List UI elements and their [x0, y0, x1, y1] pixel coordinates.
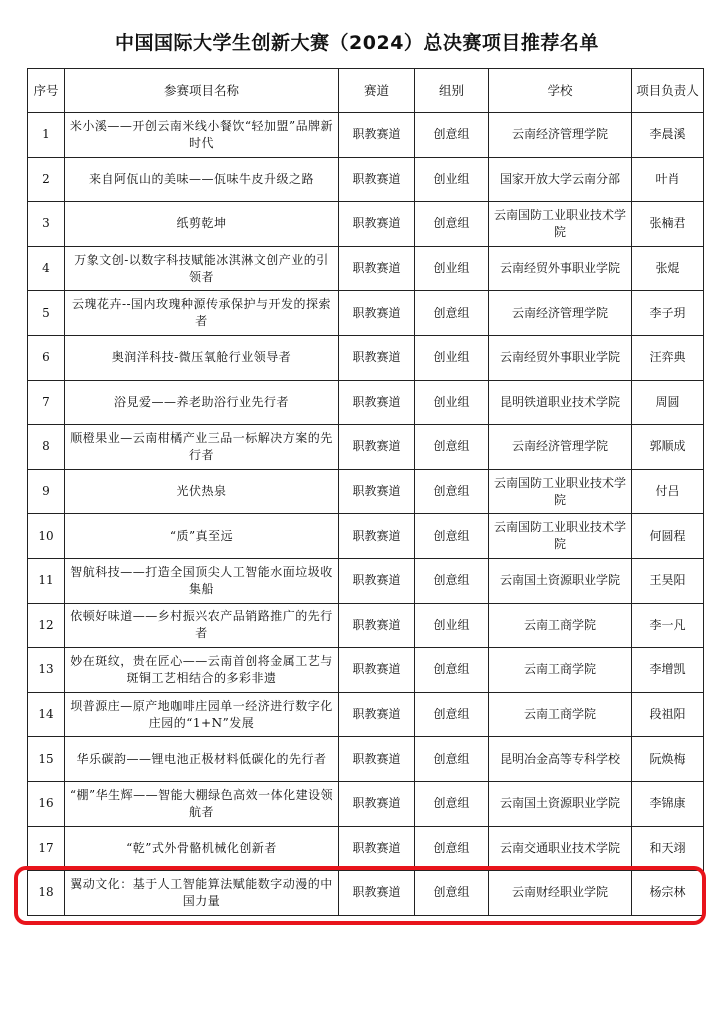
cell-leader: 杨宗林 [632, 871, 704, 916]
cell-leader: 王昊阳 [632, 558, 704, 603]
table-row [28, 291, 704, 336]
cell-group: 创意组 [415, 781, 489, 826]
cell-leader: 李晨溪 [632, 113, 704, 158]
cell-no: 2 [28, 157, 65, 202]
cell-group: 创意组 [415, 514, 489, 559]
table-row [28, 558, 704, 603]
cell-group: 创意组 [415, 871, 489, 916]
cell-no: 12 [28, 603, 65, 648]
cell-project: 来自阿佤山的美味——佤味牛皮升级之路 [65, 157, 339, 202]
table-row [28, 380, 704, 425]
cell-school: 云南经贸外事职业学院 [489, 246, 632, 291]
cell-no: 3 [28, 202, 65, 247]
cell-no: 1 [28, 113, 65, 158]
cell-no: 17 [28, 826, 65, 871]
cell-school: 云南国土资源职业学院 [489, 781, 632, 826]
table-row [28, 648, 704, 693]
table-row [28, 425, 704, 470]
cell-track: 职教赛道 [339, 737, 415, 782]
cell-track: 职教赛道 [339, 202, 415, 247]
cell-school: 国家开放大学云南分部 [489, 157, 632, 202]
header-group: 组别 [415, 69, 489, 113]
cell-no: 11 [28, 558, 65, 603]
cell-track: 职教赛道 [339, 603, 415, 648]
cell-school: 云南国防工业职业技术学院 [489, 514, 632, 559]
cell-no: 13 [28, 648, 65, 693]
cell-track: 职教赛道 [339, 648, 415, 693]
cell-school: 云南国防工业职业技术学院 [489, 469, 632, 514]
cell-leader: 李增凯 [632, 648, 704, 693]
cell-group: 创意组 [415, 558, 489, 603]
cell-school: 昆明铁道职业技术学院 [489, 380, 632, 425]
cell-no: 6 [28, 335, 65, 380]
cell-track: 职教赛道 [339, 113, 415, 158]
cell-no: 15 [28, 737, 65, 782]
cell-leader: 李子玥 [632, 291, 704, 336]
cell-track: 职教赛道 [339, 826, 415, 871]
cell-leader: 李锦康 [632, 781, 704, 826]
cell-no: 8 [28, 425, 65, 470]
cell-group: 创意组 [415, 648, 489, 693]
header-no: 序号 [28, 69, 65, 113]
table-row [28, 514, 704, 559]
cell-track: 职教赛道 [339, 514, 415, 559]
header-track: 赛道 [339, 69, 415, 113]
cell-group: 创意组 [415, 202, 489, 247]
cell-project: 万象文创-以数字科技赋能冰淇淋文创产业的引领者 [65, 246, 339, 291]
cell-project: 浴見爱——养老助浴行业先行者 [65, 380, 339, 425]
cell-group: 创业组 [415, 380, 489, 425]
cell-project: 翼动文化：基于人工智能算法赋能数字动漫的中国力量 [65, 871, 339, 916]
cell-track: 职教赛道 [339, 425, 415, 470]
table-row [28, 603, 704, 648]
cell-school: 云南经济管理学院 [489, 425, 632, 470]
table-row [28, 113, 704, 158]
cell-group: 创意组 [415, 826, 489, 871]
cell-no: 5 [28, 291, 65, 336]
cell-school: 云南经贸外事职业学院 [489, 335, 632, 380]
cell-leader: 叶肖 [632, 157, 704, 202]
cell-project: 智航科技——打造全国顶尖人工智能水面垃圾收集船 [65, 558, 339, 603]
cell-project: 奥润洋科技-微压氧舱行业领导者 [65, 335, 339, 380]
cell-school: 云南工商学院 [489, 692, 632, 737]
cell-leader: 李一凡 [632, 603, 704, 648]
cell-leader: 付吕 [632, 469, 704, 514]
cell-track: 职教赛道 [339, 469, 415, 514]
cell-project: 妙在斑纹，贵在匠心——云南首创将金属工艺与斑铜工艺相结合的多彩非遗 [65, 648, 339, 693]
cell-no: 14 [28, 692, 65, 737]
cell-track: 职教赛道 [339, 871, 415, 916]
cell-leader: 阮焕梅 [632, 737, 704, 782]
table-row [28, 335, 704, 380]
cell-school: 云南交通职业技术学院 [489, 826, 632, 871]
cell-leader: 何圆程 [632, 514, 704, 559]
cell-track: 职教赛道 [339, 335, 415, 380]
cell-no: 7 [28, 380, 65, 425]
highlight-box [14, 866, 706, 925]
cell-no: 9 [28, 469, 65, 514]
cell-group: 创业组 [415, 603, 489, 648]
cell-group: 创业组 [415, 157, 489, 202]
cell-school: 云南工商学院 [489, 648, 632, 693]
cell-school: 云南经济管理学院 [489, 291, 632, 336]
cell-group: 创业组 [415, 246, 489, 291]
cell-school: 云南国防工业职业技术学院 [489, 202, 632, 247]
cell-no: 16 [28, 781, 65, 826]
cell-school: 云南经济管理学院 [489, 113, 632, 158]
cell-track: 职教赛道 [339, 781, 415, 826]
cell-track: 职教赛道 [339, 558, 415, 603]
cell-project: 纸剪乾坤 [65, 202, 339, 247]
cell-group: 创意组 [415, 469, 489, 514]
recommendation-table [27, 68, 704, 916]
table-row [28, 246, 704, 291]
header-school: 学校 [489, 69, 632, 113]
cell-track: 职教赛道 [339, 246, 415, 291]
cell-school: 云南财经职业学院 [489, 871, 632, 916]
cell-group: 创意组 [415, 692, 489, 737]
page-title: 中国国际大学生创新大赛（2024）总决赛项目推荐名单 [115, 32, 599, 54]
cell-project: “质”真至远 [65, 514, 339, 559]
header-leader: 项目负责人 [632, 69, 704, 113]
table-row [28, 469, 704, 514]
table-row [28, 202, 704, 247]
cell-project: 坝普源庄—原产地咖啡庄园单一经济进行数字化庄园的“1+N”发展 [65, 692, 339, 737]
cell-no: 10 [28, 514, 65, 559]
cell-leader: 周圆 [632, 380, 704, 425]
cell-track: 职教赛道 [339, 157, 415, 202]
header-project: 参赛项目名称 [65, 69, 339, 113]
cell-project: 光伏热泉 [65, 469, 339, 514]
cell-leader: 郭顺成 [632, 425, 704, 470]
cell-track: 职教赛道 [339, 380, 415, 425]
cell-group: 创意组 [415, 425, 489, 470]
cell-group: 创意组 [415, 737, 489, 782]
table-row [28, 826, 704, 871]
cell-project: 华乐碳韵——锂电池正极材料低碳化的先行者 [65, 737, 339, 782]
cell-school: 昆明冶金高等专科学校 [489, 737, 632, 782]
cell-project: 依顿好味道——乡村振兴农产品销路推广的先行者 [65, 603, 339, 648]
cell-track: 职教赛道 [339, 692, 415, 737]
cell-no: 4 [28, 246, 65, 291]
cell-group: 创业组 [415, 335, 489, 380]
cell-no: 18 [28, 871, 65, 916]
table-header-row [28, 69, 704, 113]
cell-project: 米小溪——开创云南米线小餐饮“轻加盟”品牌新时代 [65, 113, 339, 158]
table-row [28, 157, 704, 202]
cell-track: 职教赛道 [339, 291, 415, 336]
table-row [28, 781, 704, 826]
cell-leader: 和天翊 [632, 826, 704, 871]
cell-project: “棚”华生辉——智能大棚绿色高效一体化建设领航者 [65, 781, 339, 826]
cell-leader: 张楠君 [632, 202, 704, 247]
cell-leader: 段祖阳 [632, 692, 704, 737]
cell-group: 创意组 [415, 291, 489, 336]
table-row [28, 692, 704, 737]
table-row [28, 737, 704, 782]
cell-leader: 张焜 [632, 246, 704, 291]
cell-project: 云瑰花卉--国内玫瑰种源传承保护与开发的探索者 [65, 291, 339, 336]
cell-project: “乾”式外骨骼机械化创新者 [65, 826, 339, 871]
cell-school: 云南工商学院 [489, 603, 632, 648]
cell-school: 云南国土资源职业学院 [489, 558, 632, 603]
cell-leader: 汪弈典 [632, 335, 704, 380]
cell-group: 创意组 [415, 113, 489, 158]
cell-project: 顺橙果业—云南柑橘产业三品一标解决方案的先行者 [65, 425, 339, 470]
